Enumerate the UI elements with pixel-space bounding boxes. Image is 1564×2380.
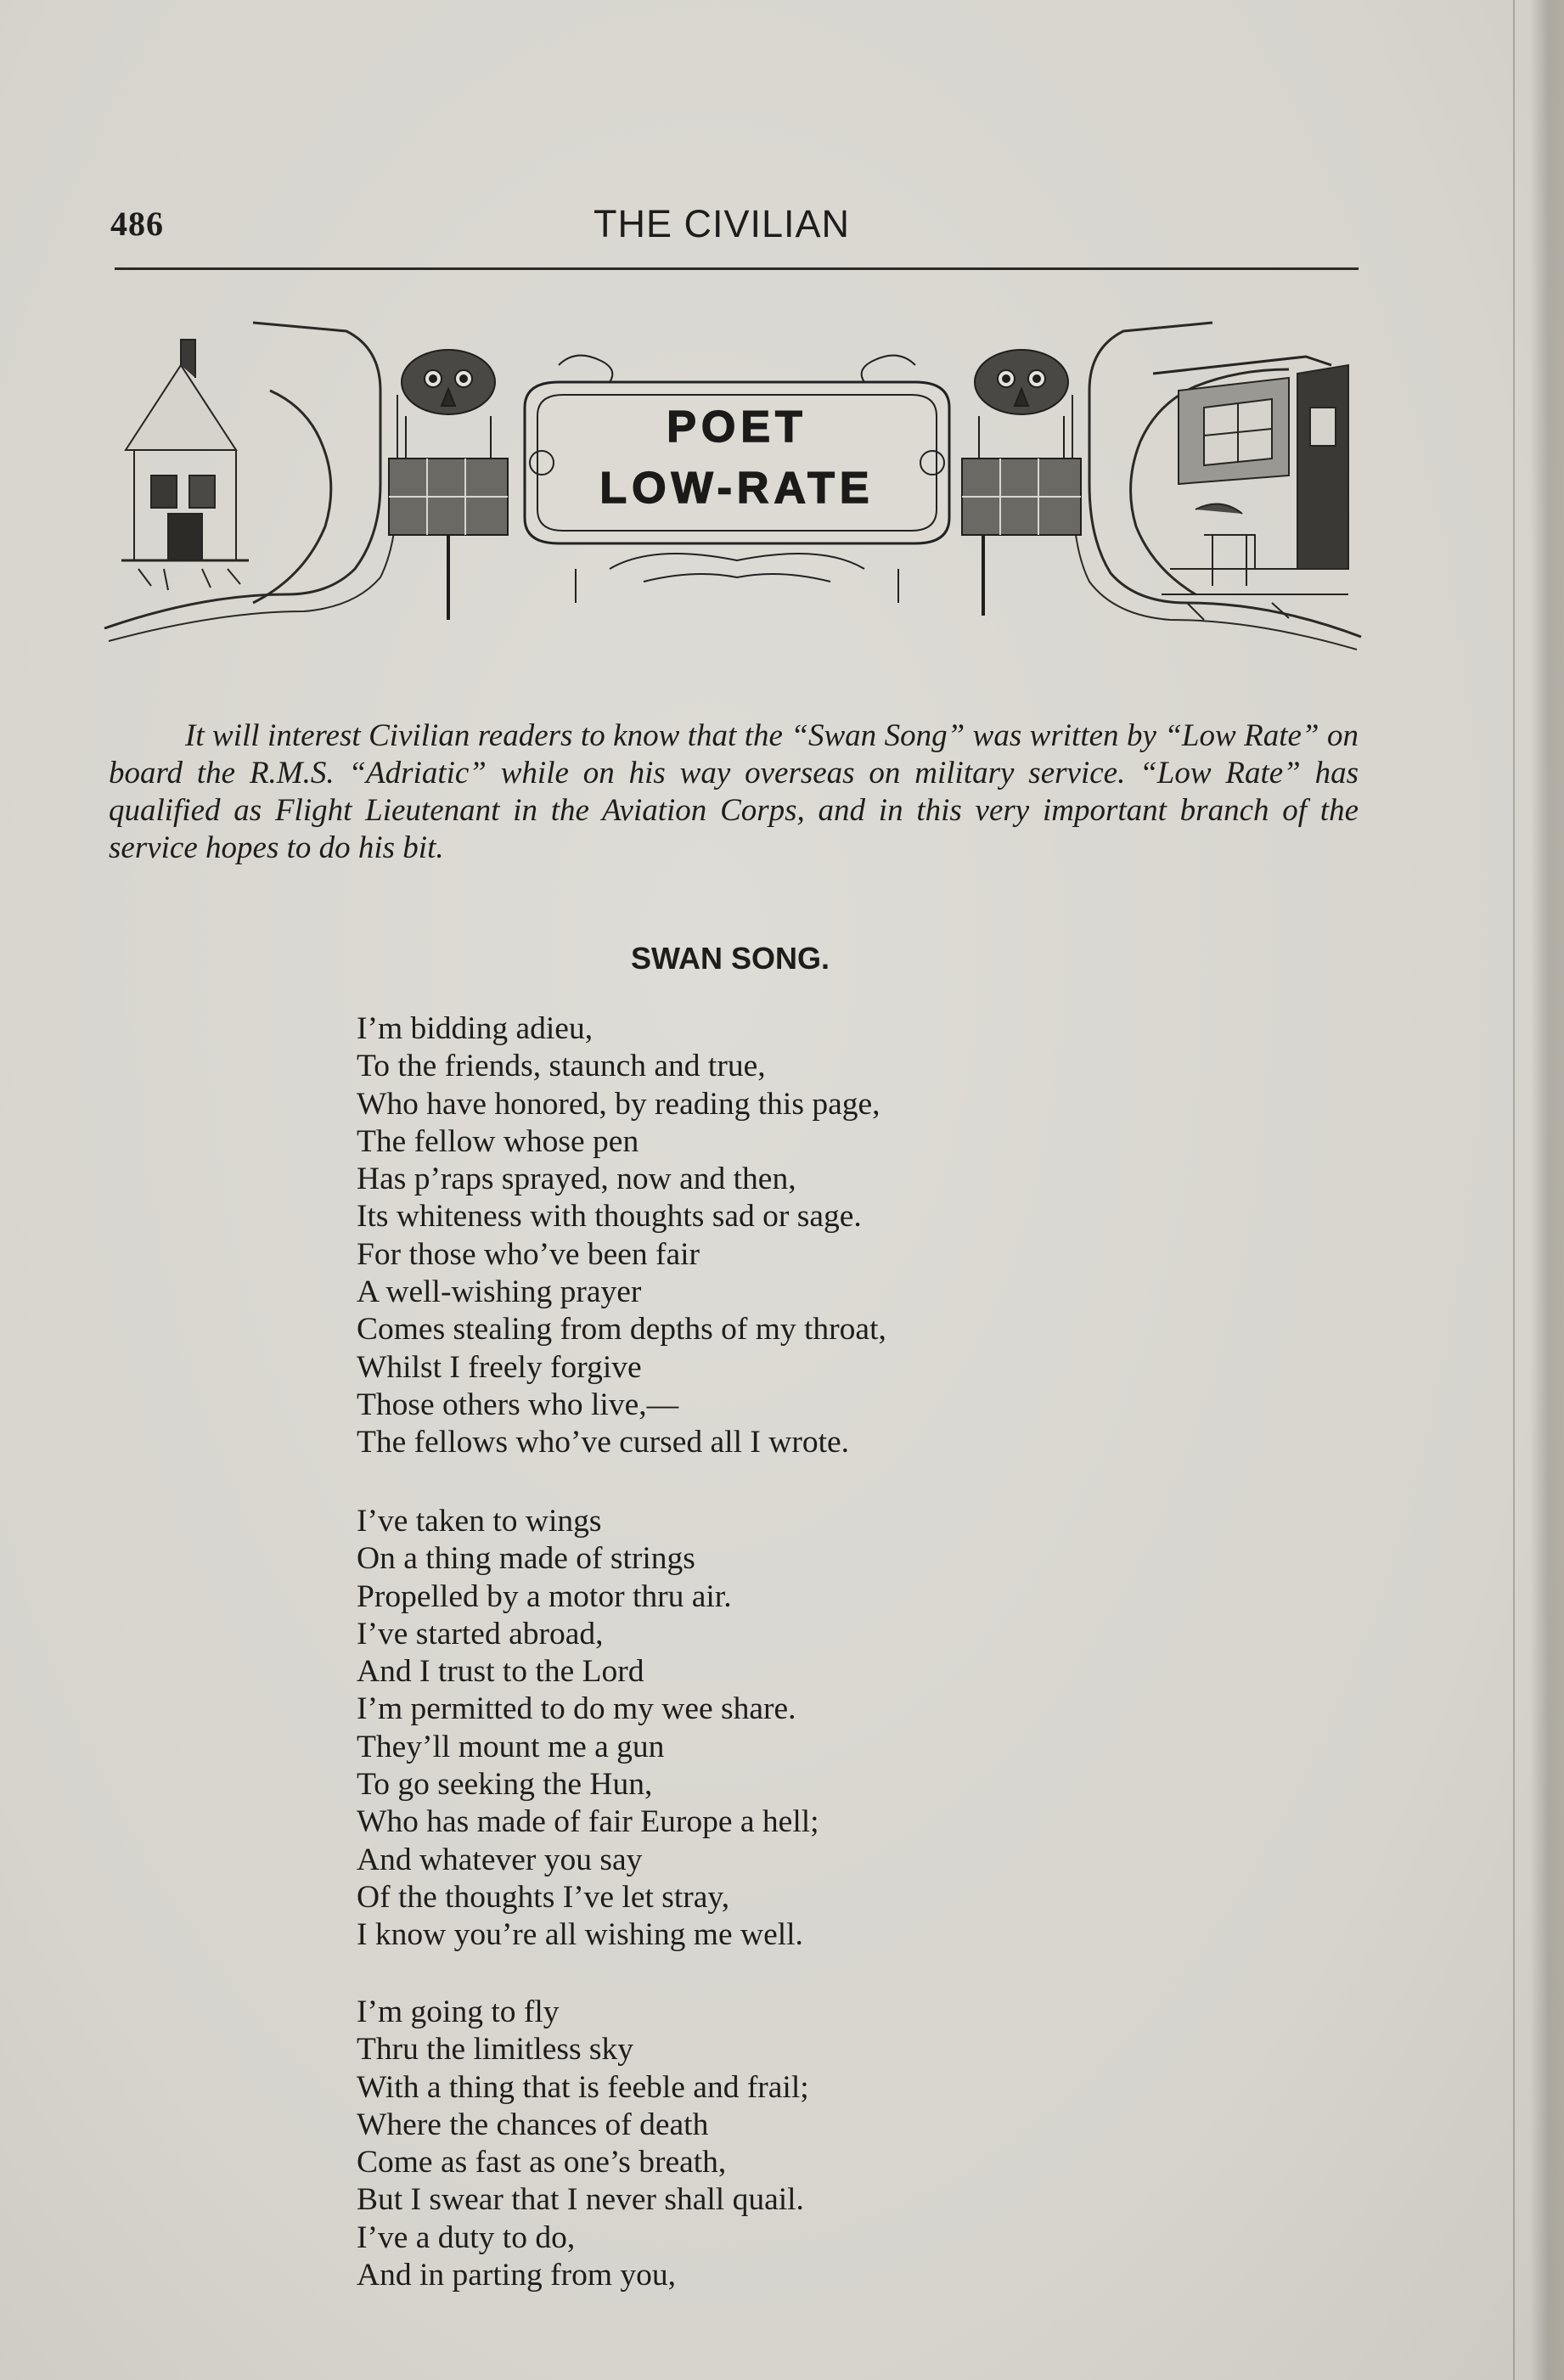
cottage-vignette <box>121 340 249 590</box>
poem-line: A well-wishing prayer <box>357 1274 642 1310</box>
poem-line: And whatever you say <box>357 1842 643 1877</box>
poem-line: I’ve started abroad, <box>357 1616 604 1651</box>
poem-line: Who has made of fair Europe a hell; <box>357 1804 819 1840</box>
page-number: 486 <box>110 205 164 243</box>
poem-line: For those who’ve been fair <box>357 1236 700 1272</box>
running-title: THE CIVILIAN <box>593 202 851 245</box>
poem-line: Whilst I freely forgive <box>357 1349 642 1385</box>
poem-line: Has p’raps sprayed, now and then, <box>357 1162 796 1197</box>
poem-line: Of the thoughts I’ve let stray, <box>357 1879 730 1915</box>
poem-line: The fellows who’ve cursed all I wrote. <box>357 1425 850 1460</box>
poem-line: Comes stealing from depths of my throat, <box>357 1312 886 1348</box>
poem-line: And I trust to the Lord <box>357 1654 644 1690</box>
poem-line: Come as fast as one’s breath, <box>357 2145 727 2180</box>
poem-line: The fellow whose pen <box>357 1123 639 1159</box>
interior-vignette <box>1153 357 1348 620</box>
poem-line: Propelled by a motor thru air. <box>357 1578 732 1614</box>
poem-stanza-3 <box>357 1994 1206 2294</box>
poem-line: To the friends, staunch and true, <box>357 1049 766 1084</box>
poem-line: They’ll mount me a gun <box>357 1729 665 1764</box>
banner-line2: LOW-RATE <box>599 464 875 513</box>
poem-line: Where the chances of death <box>357 2107 709 2142</box>
poem-line: To go seeking the Hun, <box>357 1767 653 1803</box>
poem-line: Those others who live,— <box>357 1387 679 1422</box>
header-rule <box>115 267 1359 270</box>
poem-title: SWAN SONG. <box>630 941 830 976</box>
poem-line: And in parting from you, <box>357 2258 676 2293</box>
poem-stanza-2 <box>357 1503 1206 1955</box>
poem-line: I’m permitted to do my wee share. <box>357 1691 796 1727</box>
poem-line: With a thing that is feeble and frail; <box>357 2069 809 2105</box>
poem-line: I’ve a duty to do, <box>357 2220 576 2255</box>
banner-illustration <box>100 314 1365 662</box>
poem-line: I’m bidding adieu, <box>357 1011 594 1046</box>
poem-line: Its whiteness with thoughts sad or sage. <box>357 1199 862 1235</box>
right-owl-ornament <box>962 350 1081 616</box>
poem-line: Thru the limitless sky <box>357 2032 634 2068</box>
page-gutter-line <box>1513 0 1515 2380</box>
poem-line: But I swear that I never shall quail. <box>357 2182 804 2218</box>
banner-line1: POET <box>667 402 807 452</box>
poet-low-rate-banner <box>100 314 1365 662</box>
left-owl-ornament <box>389 350 508 620</box>
poem-line: I’ve taken to wings <box>357 1504 602 1539</box>
poem-line: I know you’re all wishing me well. <box>357 1917 803 1953</box>
page-edge-shadow <box>1530 0 1564 2380</box>
poem-line: Who have honored, by reading this page, <box>357 1086 880 1122</box>
intro-paragraph: It will interest Civilian readers to know that the “Swan Song” was written by “Low Rate” on board the R.M.S. “Adriatic” while on his way overseas on military service. “Low Rate” has qualified as Flight Lieutenant in the Aviation Corps, and in this very important branch of the service hopes to do his bit. <box>109 718 1359 865</box>
poem-line: I’m going to fly <box>357 1995 560 2029</box>
poem-line: On a thing made of strings <box>357 1541 695 1577</box>
poem-stanza-1 <box>357 1010 1206 1462</box>
